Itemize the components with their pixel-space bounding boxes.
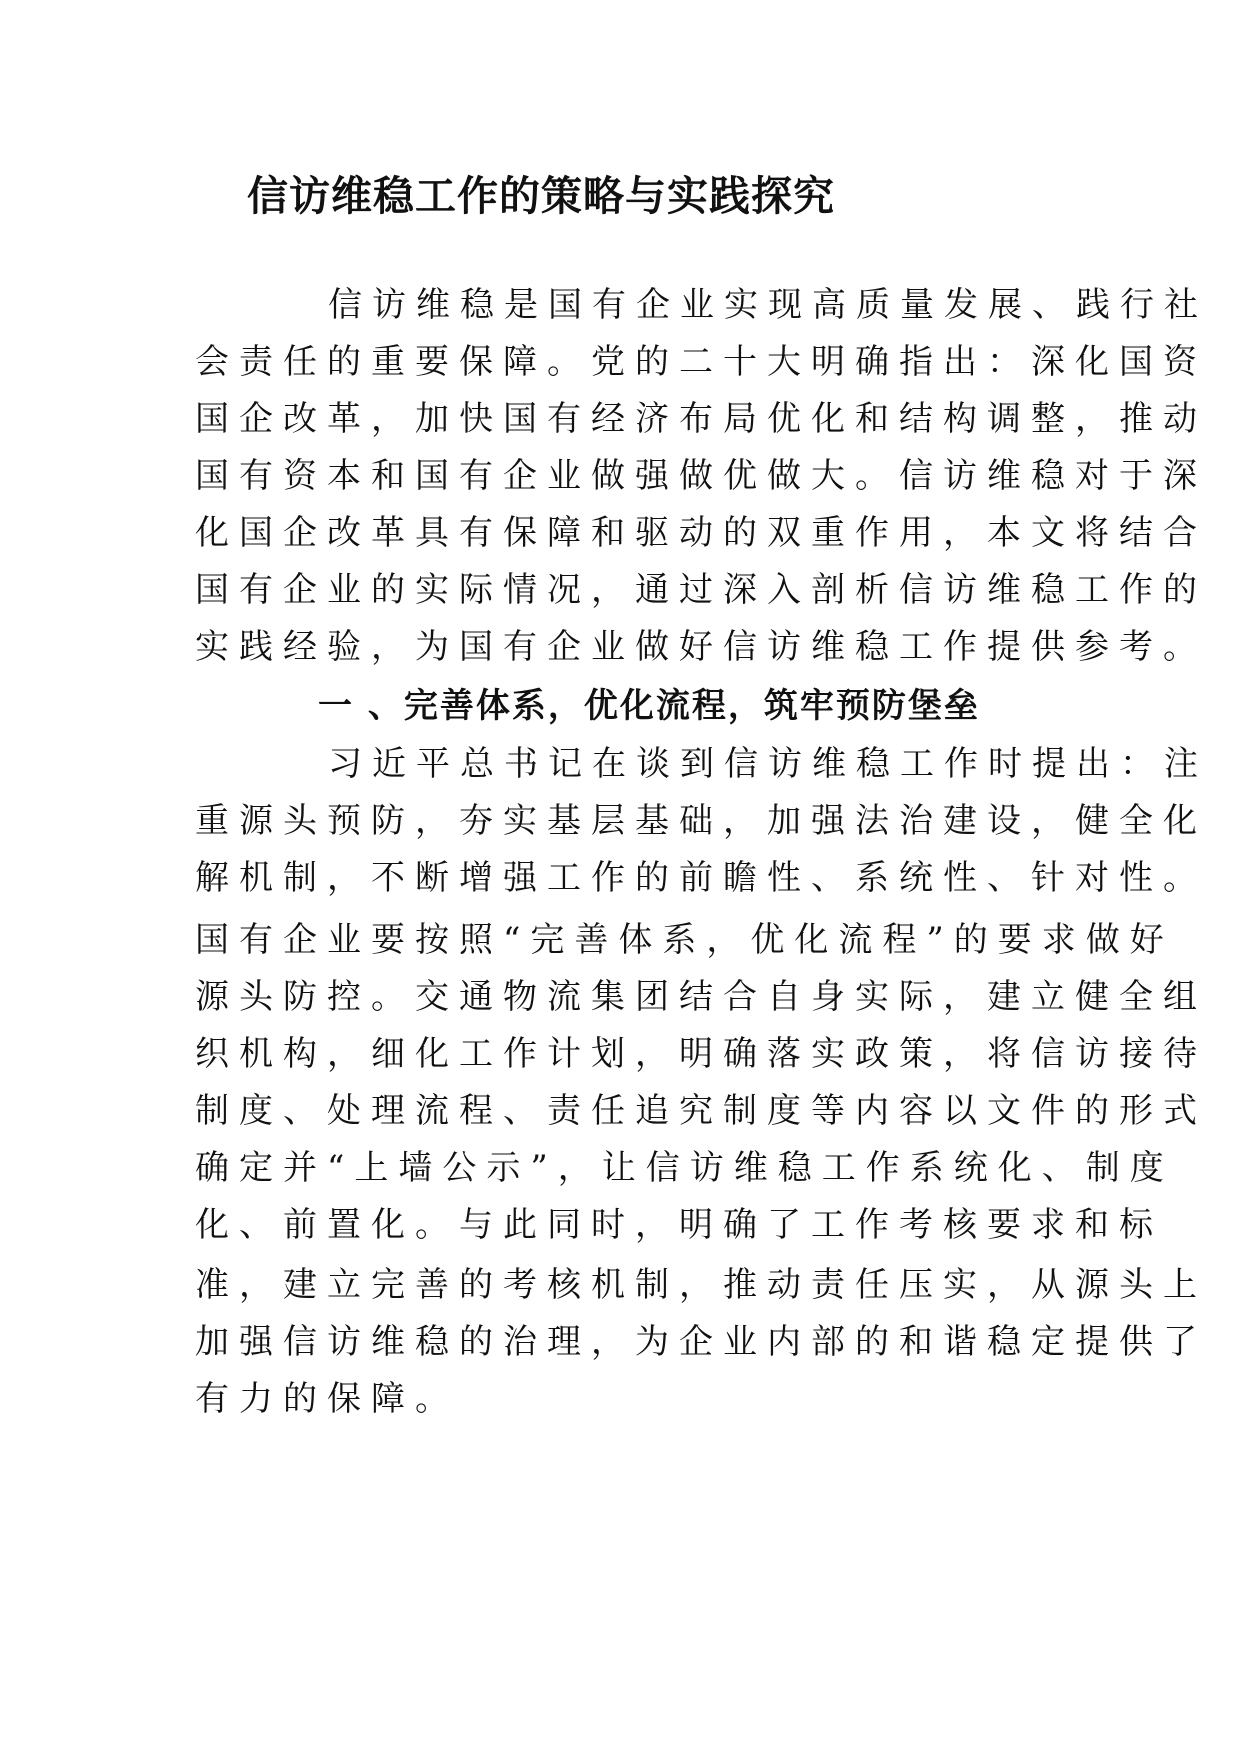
intro-line: 化国企改革具有保障和驱动的双重作用，本文将结合 — [195, 513, 1207, 553]
section-line: 重源头预防，夯实基层基础，加强法治建设，健全化 — [195, 801, 1207, 841]
section-line: 有力的保障。 — [195, 1379, 459, 1419]
section-heading: 一 、完善体系，优化流程，筑牢预防堡垒 — [318, 686, 980, 726]
section-line: 习近平总书记在谈到信访维稳工作时提出：注 — [328, 744, 1208, 784]
section-line: 源头防控。交通物流集团结合自身实际，建立健全组 — [195, 977, 1207, 1017]
section-line: 加强信访维稳的治理，为企业内部的和谐稳定提供了 — [195, 1322, 1207, 1362]
section-line: 确定并“上墙公示”，让信访维稳工作系统化、制度 — [195, 1148, 1174, 1188]
section-line: 解机制，不断增强工作的前瞻性、系统性、针对性。 — [195, 858, 1207, 898]
section-line: 国有企业要按照“完善体系，优化流程”的要求做好 — [195, 920, 1174, 960]
section-line: 制度、处理流程、责任追究制度等内容以文件的形式 — [195, 1091, 1207, 1131]
intro-line: 信访维稳是国有企业实现高质量发展、践行社 — [328, 285, 1208, 325]
section-line: 准，建立完善的考核机制，推动责任压实，从源头上 — [195, 1265, 1207, 1305]
section-line: 织机构，细化工作计划，明确落实政策，将信访接待 — [195, 1034, 1207, 1074]
intro-line: 国企改革，加快国有经济布局优化和结构调整，推动 — [195, 399, 1207, 439]
document-title: 信访维稳工作的策略与实践探究 — [247, 172, 835, 220]
intro-line: 国有资本和国有企业做强做优做大。信访维稳对于深 — [195, 456, 1207, 496]
intro-line: 国有企业的实际情况，通过深入剖析信访维稳工作的 — [195, 570, 1207, 610]
intro-line: 会责任的重要保障。党的二十大明确指出：深化国资 — [195, 342, 1207, 382]
intro-line: 实践经验，为国有企业做好信访维稳工作提供参考。 — [195, 627, 1207, 667]
section-line: 化、前置化。与此同时，明确了工作考核要求和标 — [195, 1205, 1163, 1245]
